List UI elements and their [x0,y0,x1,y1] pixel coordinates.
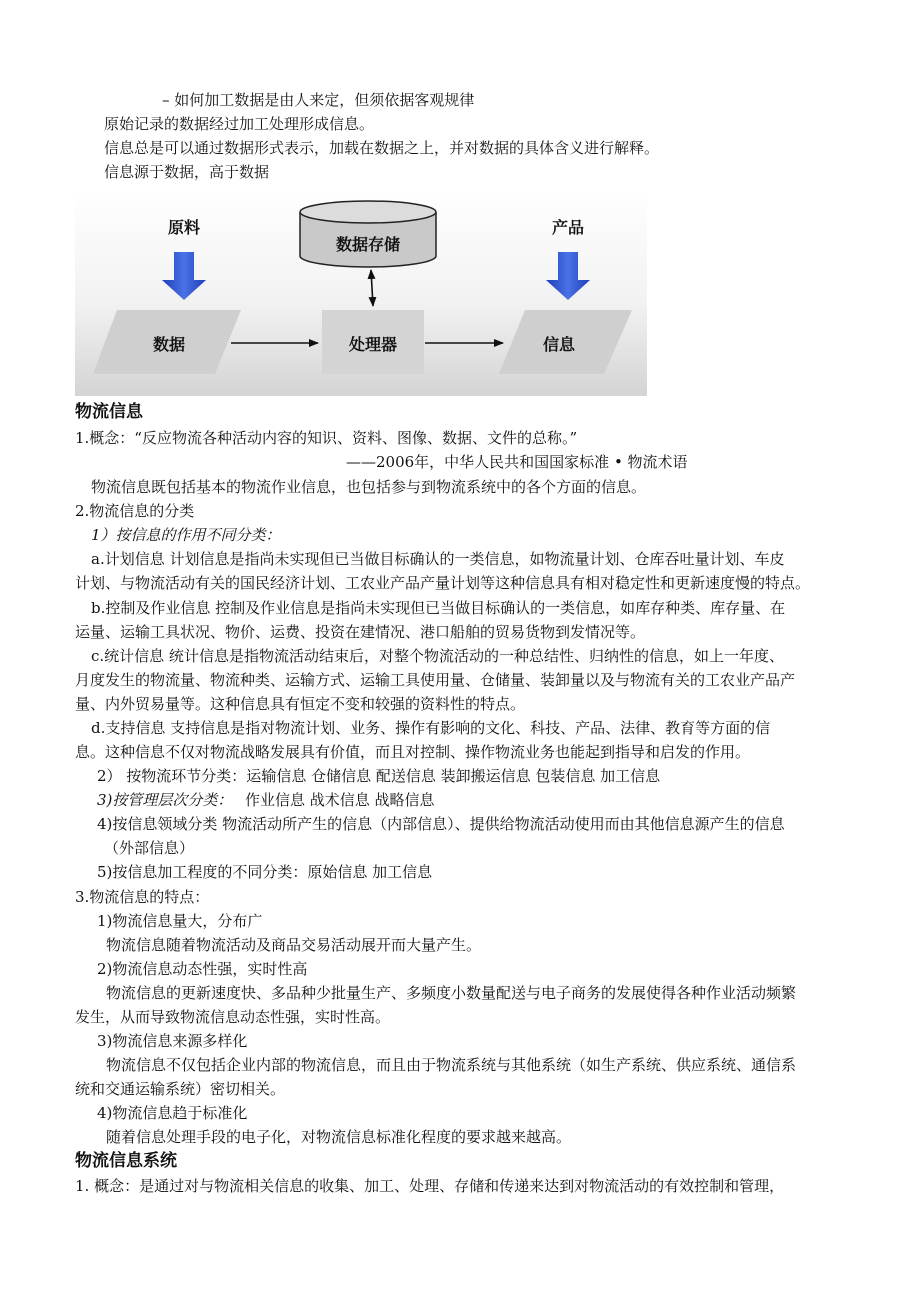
text-line: 2)物流信息动态性强，实时性高 [97,960,308,978]
section-heading: 物流信息系统 [75,1151,177,1171]
processor-label: 处理器 [348,335,398,354]
text-line: 运量、运输工具状况、物价、运费、投资在建情况、港口船舶的贸易货物到发情况等。 [75,623,646,641]
text-line: 月度发生的物流量、物流种类、运输方式、运输工具使用量、仓储量、装卸量以及与物流有关的工农业产品产 [75,671,796,689]
intro-line: 原始记录的数据经过加工处理形成信息。 [104,115,375,133]
text-line: 作业信息 战术信息 战略信息 [245,791,435,809]
text-line: （外部信息） [104,839,195,857]
text-line: 计划、与物流活动有关的国民经济计划、工农业产品产量计划等这种信息具有相对稳定性和更新速度慢的特点。 [75,574,811,592]
text-line: 4)按信息领域分类 物流活动所产生的信息（内部信息）、提供给物流活动使用而由其他信息源产生的信息 [97,815,785,833]
raw-material-label: 原料 [167,218,201,237]
text-line: 物流信息既包括基本的物流作业信息，也包括参与到物流系统中的各个方面的信息。 [91,478,647,496]
text-line: 物流信息不仅包括企业内部的物流信息，而且由于物流系统与其他系统（如生产系统、供应系统、通信系 [106,1056,797,1074]
text-line: 1.概念：“反应物流各种活动内容的知识、资料、图像、数据、文件的总称。” [75,429,578,447]
text-line: a.计划信息 计划信息是指尚未实现但已当做目标确认的一类信息，如物流量计划、仓库吞吐量计划、车皮 [91,550,785,568]
intro-line: 信息源于数据，高于数据 [104,163,270,181]
text-line: 3)物流信息来源多样化 [97,1032,248,1050]
text-line: b.控制及作业信息 控制及作业信息是指尚未实现但已当做目标确认的一类信息，如库存种类、库存量、在 [91,599,786,617]
data-processing-diagram [75,188,647,396]
text-line: c.统计信息 统计信息是指物流活动结束后，对整个物流活动的一种总结性、归纳性的信息，如上一年度、 [91,647,784,665]
text-line: 息。这种信息不仅对物流战略发展具有价值，而且对控制、操作物流业务也能起到指导和启发的作用。 [75,743,751,761]
text-line: 3)按管理层次分类： [97,791,233,809]
text-line: 4)物流信息趋于标准化 [97,1104,248,1122]
text-line: d.支持信息 支持信息是指对物流计划、业务、操作有影响的文化、科技、产品、法律、教育等方面的信 [91,719,771,737]
section-heading: 物流信息 [75,402,143,422]
text-line: 1）按信息的作用不同分类： [91,526,281,544]
text-line: 3.物流信息的特点： [75,888,210,906]
intro-line: – 如何加工数据是由人来定，但须依据客观规律 [162,91,475,109]
text-line: 1. 概念：是通过对与物流相关信息的收集、加工、处理、存储和传递来达到对物流活动的有效控制和管理， [75,1177,785,1195]
data-storage-label: 数据存储 [335,235,401,254]
citation-line: ——2006年，中华人民共和国国家标准 • 物流术语 [346,453,688,471]
text-line: 发生，从而导致物流信息动态性强，实时性高。 [75,1008,391,1026]
text-line: 统和交通运输系统）密切相关。 [75,1080,286,1098]
text-line: 物流信息随着物流活动及商品交易活动展开而大量产生。 [106,936,482,954]
product-label: 产品 [551,218,585,237]
intro-line: 信息总是可以通过数据形式表示，加载在数据之上，并对数据的具体含义进行解释。 [104,139,660,157]
data-label: 数据 [152,335,186,354]
text-line: 2.物流信息的分类 [75,502,195,520]
text-line: 5)按信息加工程度的不同分类：原始信息 加工信息 [97,863,433,881]
text-line: 随着信息处理手段的电子化，对物流信息标准化程度的要求越来越高。 [106,1128,572,1146]
information-label: 信息 [542,335,576,354]
text-line: 2） 按物流环节分类：运输信息 仓储信息 配送信息 装卸搬运信息 包装信息 加工信息 [97,767,661,785]
text-line: 物流信息的更新速度快、多品种少批量生产、多频度小数量配送与电子商务的发展使得各种作业活动频繁 [106,984,797,1002]
text-line: 1)物流信息量大，分布广 [97,912,263,930]
data-storage-cylinder [300,201,436,267]
text-line: 量、内外贸易量等。这种信息具有恒定不变和较强的资料性的特点。 [75,695,526,713]
